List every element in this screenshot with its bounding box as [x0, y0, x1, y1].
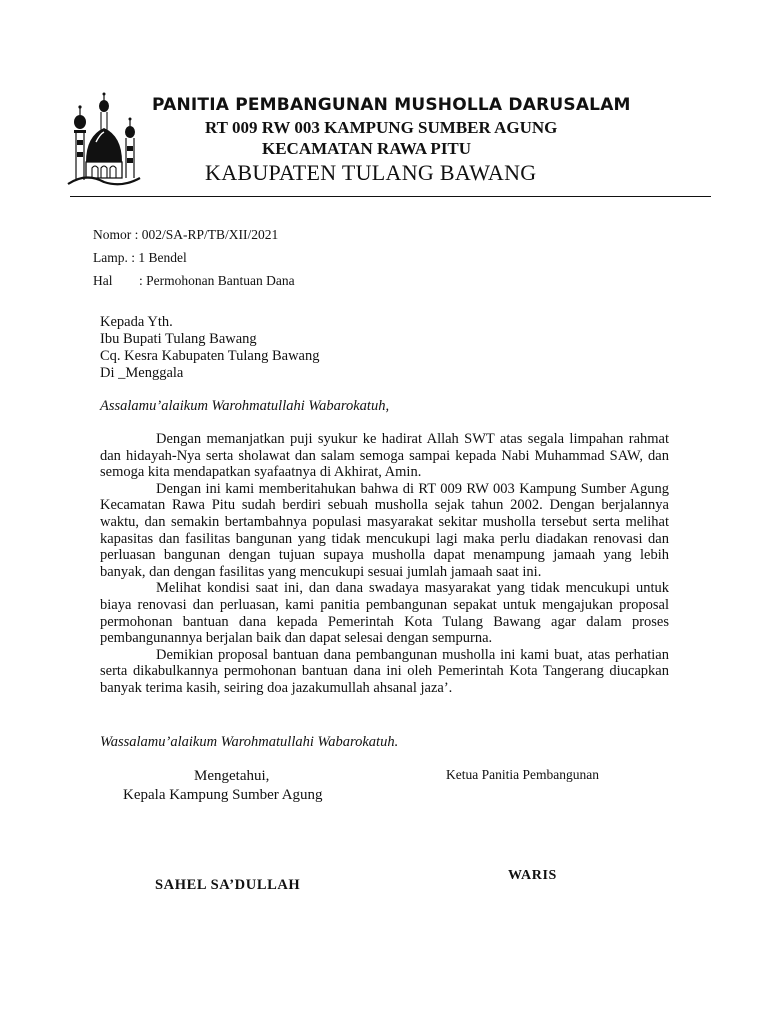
body-paragraph: Dengan ini kami memberitahukan bahwa di RT 009 RW 003 Kampung Sumber Agung Kecamatan Rawa Pitu sudah berdiri sebuah musholla sejak tahun 2002. Dengan berjalannya waktu, dan semakin bertambahnya populasi masyarakat sekitar musholla tersebut serta melihat kapasitas dan fasilitas bangunan yang tidak mencukupi lagi maka perlu diadakan renovasi dan perluasan bangunan dengan tujuan supaya musholla dapat menampung jamaah yang lebih banyak, dan dengan fasilitas yang mencukupi sesuai jumlah jamaah saat ini.: [100, 480, 669, 580]
body-paragraph: Melihat kondisi saat ini, dan dana swadaya masyarakat yang tidak mencukupi untuk biaya renovasi dan perluasan, kami panitia pembangunan sepakat untuk mengajukan proposal permohonan bantuan dana kepada Pemerintah Kota Tulang Bawang agar dalam proses pembangunannya berjalan baik dan dapat selesai dengan sempurna.: [100, 580, 669, 647]
body-paragraph: Demikian proposal bantuan dana pembangunan musholla ini kami buat, atas perhatian serta dikabulkannya permohonan bantuan dana ini oleh Pemerintah Kota Tangerang diucapkan banyak terima kasih, seiring doa jazakumullah ahsanal jaza’.: [100, 646, 669, 696]
signature-left-position: Kepala Kampung Sumber Agung: [123, 787, 323, 803]
mosque-icon: [66, 92, 142, 188]
recipient-salutation: Kepada Yth.: [100, 314, 173, 330]
body-paragraph: Dengan memanjatkan puji syukur ke hadirat Allah SWT atas segala limpahan rahmat dan hidayah-Nya serta sholawat dan salam semoga sampai kepada Nabi Muhammad SAW, dan semoga kita mendapatkan syafaatnya di Akhirat, Amin.: [100, 431, 669, 481]
letter-body: [100, 431, 669, 697]
signature-right-name: WARIS: [508, 868, 557, 883]
opening-greeting: Assalamu’alaikum Warohmatullahi Wabarokatuh,: [100, 398, 390, 414]
signature-right-position: Ketua Panitia Pembangunan: [446, 767, 599, 782]
signature-left-title: Mengetahui,: [194, 768, 270, 784]
letterhead-regency: KABUPATEN TULANG BAWANG: [205, 160, 537, 185]
recipient-cq: Cq. Kesra Kabupaten Tulang Bawang: [100, 348, 320, 364]
recipient-location: Di _Menggala: [100, 365, 184, 381]
letter-number: Nomor : 002/SA-RP/TB/XII/2021: [93, 227, 279, 242]
closing-greeting: Wassalamu’alaikum Warohmatullahi Wabarokatuh.: [100, 734, 399, 750]
letter-subject-value: : Permohonan Bantuan Dana: [139, 273, 295, 288]
letterhead-district: KECAMATAN RAWA PITU: [262, 139, 472, 158]
letter-subject-label: Hal: [93, 273, 113, 288]
signature-left-name: SAHEL SA’DULLAH: [155, 877, 301, 893]
letterhead-divider: [70, 196, 711, 197]
letter-subject: [93, 273, 295, 289]
letterhead-committee-name: PANITIA PEMBANGUNAN MUSHOLLA DARUSALAM: [152, 95, 631, 115]
letter-attachment: Lamp. : 1 Bendel: [93, 250, 187, 265]
recipient-name: Ibu Bupati Tulang Bawang: [100, 331, 257, 347]
letterhead-address: RT 009 RW 003 KAMPUNG SUMBER AGUNG: [205, 118, 558, 137]
